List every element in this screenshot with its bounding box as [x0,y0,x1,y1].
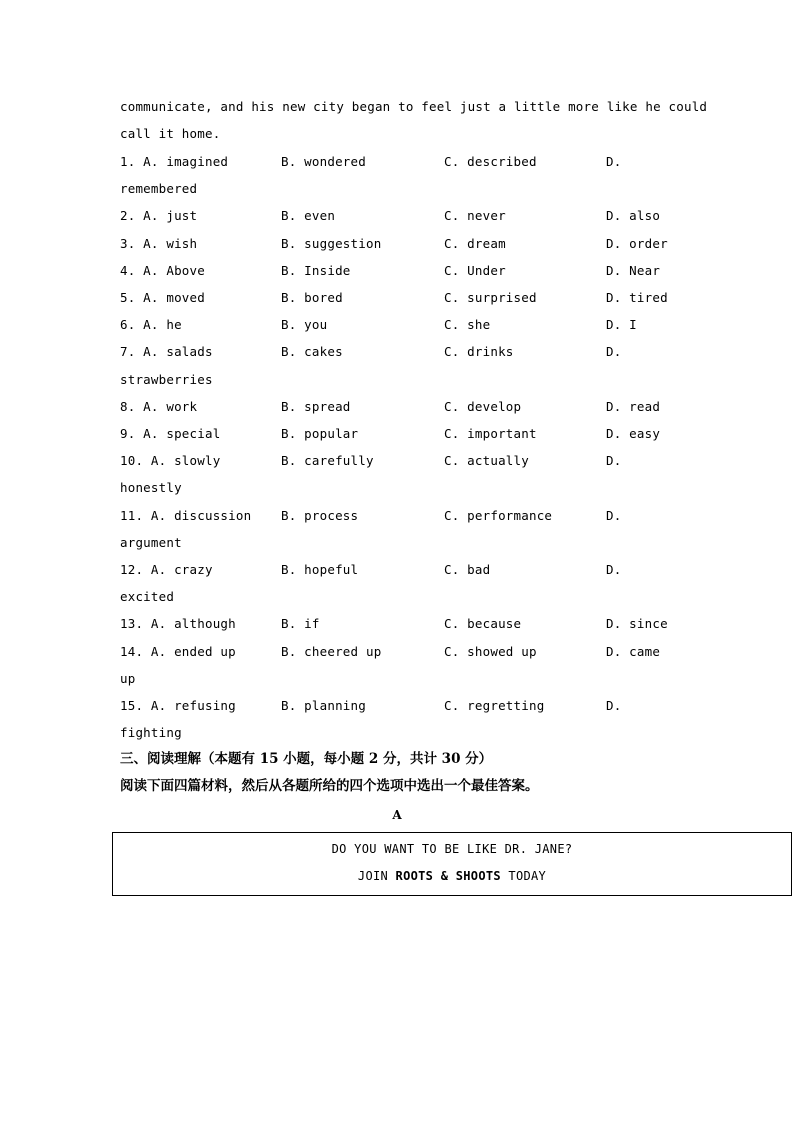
question-7-option-b: B. cakes [281,344,343,360]
question-12-option-b: B. hopeful [281,562,359,577]
question-7-option-c: C. drinks [444,344,514,360]
question-14-option-a: 14. A. ended up [120,643,236,659]
question-14-option-d: D. came [606,643,661,659]
question-12-option-d: D. [606,562,622,577]
question-11-option-b: B. process [281,507,359,523]
question-15-option-d-wrap: fighting [120,725,182,741]
question-2-option-d: D. also [606,208,661,224]
section-title: 三、阅读理解（本题有 15 小题，每小题 2 分，共计 30 分） [120,751,493,767]
question-8-option-b: B. spread [281,398,351,414]
question-6-option-c: C. she [444,317,491,333]
question-13-option-a: 13. A. although [120,616,236,632]
question-11-option-d: D. [606,507,622,523]
question-12-option-a: 12. A. crazy [120,562,213,577]
question-11-option-c: C. performance [444,507,553,523]
ad-headline: DO YOU WANT TO BE LIKE DR. JANE? [331,842,573,856]
ad-org-name: ROOTS & SHOOTS [395,869,501,883]
question-4-option-d: D. Near [606,262,661,278]
passage-label: A [392,808,402,822]
question-8-option-d: D. read [606,398,661,414]
question-10-option-c: C. actually [444,453,529,469]
question-13-option-b: B. if [281,616,320,632]
passage-line-1: communicate, and his new city began to feel just a little more like he could [120,99,708,114]
question-10-option-d: D. [606,453,622,469]
question-6-option-d: D. I [606,317,637,333]
question-9-option-b: B. popular [281,426,359,441]
question-6-option-b: B. you [281,317,328,333]
question-1-option-b: B. wondered [281,154,366,169]
ad-box [112,832,792,896]
question-11-option-d-wrap: argument [120,534,182,550]
question-7-option-d-wrap: strawberries [120,371,213,387]
passage-line-2: call it home. [120,126,221,141]
section-instruction: 阅读下面四篇材料，然后从各题所给的四个选项中选出一个最佳答案。 [120,778,539,794]
question-9-option-a: 9. A. special [120,426,221,441]
question-1-option-d-wrap: remembered [120,181,198,197]
question-7-option-d: D. [606,344,622,360]
question-10-option-b: B. carefully [281,453,374,469]
question-3-option-b: B. suggestion [281,235,382,251]
question-5-option-b: B. bored [281,290,343,305]
question-12-option-d-wrap: excited [120,589,175,605]
question-3-option-d: D. order [606,235,668,251]
question-8-option-c: C. develop [444,398,522,414]
question-7-option-a: 7. A. salads [120,344,213,360]
question-13-option-d: D. since [606,616,668,632]
question-4-option-c: C. Under [444,262,506,278]
question-5-option-c: C. surprised [444,290,537,305]
question-5-option-d: D. tired [606,290,668,305]
question-10-option-d-wrap: honestly [120,480,182,496]
question-13-option-c: C. because [444,616,522,632]
question-11-option-a: 11. A. discussion [120,507,252,523]
question-10-option-a: 10. A. slowly [120,453,221,469]
question-1-option-a: 1. A. imagined [120,154,229,169]
question-3-option-a: 3. A. wish [120,235,198,251]
question-3-option-c: C. dream [444,235,506,251]
question-14-option-c: C. showed up [444,643,537,659]
question-14-option-b: B. cheered up [281,643,382,659]
question-15-option-b: B. planning [281,698,366,713]
question-4-option-b: B. Inside [281,262,351,278]
question-12-option-c: C. bad [444,562,491,577]
question-9-option-c: C. important [444,426,537,441]
question-1-option-c: C. described [444,154,537,169]
question-8-option-a: 8. A. work [120,398,198,414]
ad-tagline-prefix: JOIN [357,869,396,883]
ad-tagline-suffix: TODAY [500,869,547,883]
question-15-option-c: C. regretting [444,698,545,713]
question-4-option-a: 4. A. Above [120,262,205,278]
question-14-option-d-wrap: up [120,670,136,686]
ad-tagline [113,869,791,883]
question-6-option-a: 6. A. he [120,317,182,333]
question-1-option-d: D. [606,154,622,169]
question-2-option-a: 2. A. just [120,208,198,224]
question-15-option-d: D. [606,698,622,713]
question-2-option-b: B. even [281,208,336,224]
question-15-option-a: 15. A. refusing [120,698,236,713]
question-5-option-a: 5. A. moved [120,290,205,305]
question-2-option-c: C. never [444,208,506,224]
question-9-option-d: D. easy [606,426,661,441]
